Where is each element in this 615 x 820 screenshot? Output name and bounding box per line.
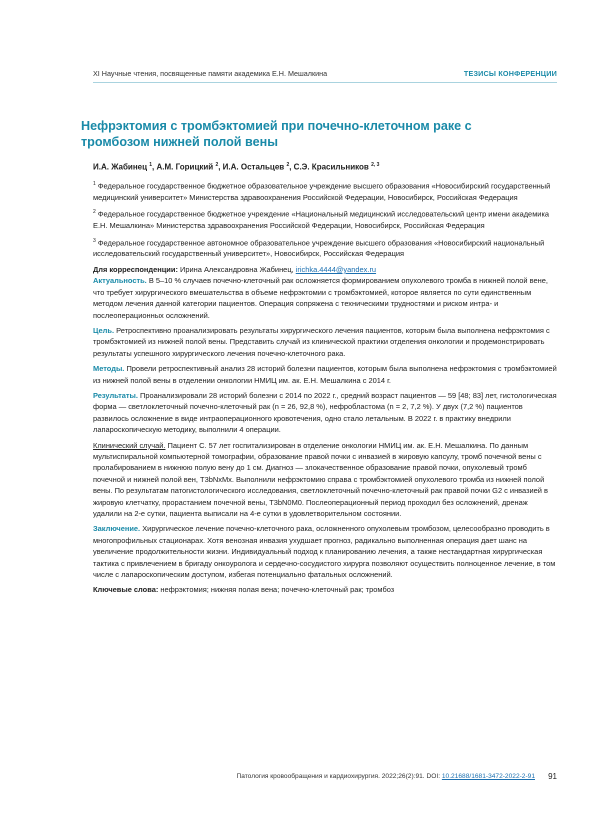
- affiliation-text: Федеральное государственное бюджетное образовательное учреждение высшего образования «Новосибирский государственный медицинский университет» Министерства здравоохранения Российской Федерации, Новосибирск, Российская Федерация: [93, 181, 551, 202]
- results-text: Проанализировали 28 историй болезни с 2014 по 2022 г., средний возраст пациентов — 59 [48; 83] лет, гистологическая форма — светлоклеточный почечно-клеточный рак (n = 26, 92,8 %), нефробластома (n = 2, 7,2 %). У двух (7,2 %) пациентов развилось осложнение в виде интраоперационного кровотечения, одно стало летальным. В 2022 г. в практику внедрили лапароскопическую методику, выполнили 4 операции.: [93, 390, 557, 435]
- affiliation-number: 1: [93, 181, 96, 187]
- author-name: С.Э. Красильников: [293, 162, 369, 172]
- author-list: И.А. Жабинец $^1$, А.М. Горицкий $^2$, И.А. Остальцев $^2$, С.Э. Красильников $^{2, 3}$: [93, 162, 380, 172]
- keywords-paragraph: [93, 584, 557, 595]
- conclusion-label: Заключение.: [93, 524, 141, 534]
- affiliation-number: 2: [93, 209, 96, 216]
- correspondence: [93, 264, 557, 275]
- journal-name: Патология кровообращения и кардиохирургия. 2022;26(2):91. DOI:: [236, 773, 441, 780]
- running-header: [93, 69, 557, 81]
- aim-paragraph: [93, 325, 557, 359]
- affiliation: [93, 236, 557, 260]
- correspondence-label: Для корреспонденции:: [93, 264, 178, 274]
- author-name: А.М. Горицкий: [156, 162, 214, 172]
- conference-name: XI Научные чтения, посвященные памяти академика Е.Н. Мешалкина: [93, 69, 328, 78]
- relevance-paragraph: [93, 275, 557, 321]
- article-body: [93, 179, 557, 596]
- affiliation-text: Федеральное государственное бюджетное учреждение «Национальный медицинский исследовательский центр имени академика Е.Н. Мешалкина» Министерства здравоохранения Российской Федерации, Новосибирск, Российская Федерация: [93, 209, 550, 231]
- keywords-label: Ключевые слова:: [93, 585, 159, 595]
- methods-label: Методы.: [93, 364, 125, 374]
- conclusion-paragraph: [93, 523, 557, 580]
- author-name: И.А. Остальцев: [222, 162, 285, 172]
- affiliation-number: 3: [93, 237, 96, 244]
- doi-link[interactable]: 10.21688/1681-3472-2022-2-91: [441, 773, 535, 780]
- conclusion-text: Хирургическое лечение почечно-клеточного рака, осложненного опухолевым тромбозом, целесообразно проводить в многопрофильных стационарах. Хотя венозная инвазия ухудшает прогноз, радикально выполненная операция дает шанс на увеличение продолжительности жизни. Индивидуальный подход к планированию лечения, а также нестандартная хирургическая тактика с привлечением в бригаду онкоуролога и сердечно-сосудистого хирурга позволяют осуществить полноценное лечение, в том числе с лапароскопическим доступом, избегая потенциально фатальных осложнений.: [93, 524, 556, 580]
- affiliation: [93, 179, 557, 203]
- author-affiliation-ref: 1: [149, 162, 153, 168]
- relevance-text: В 5–10 % случаев почечно-клеточный рак осложняется формированием опухолевого тромба в нижней полой вене, что требует хирургического вмешательства в объеме нефрэктомии с тромбэктомией, которое является по сути единственным методом лечения данной категории пациентов. Операция сопряжена с техническими трудностями и риском интра- и послеоперационных осложнений.: [93, 276, 548, 320]
- page-footer: [93, 772, 557, 784]
- author-affiliation-ref: 2, 3: [371, 162, 380, 168]
- keywords-text: нефрэктомия; нижняя полая вена; почечно-клеточный рак; тромбоз: [160, 585, 395, 595]
- section-label: ТЕЗИСЫ КОНФЕРЕНЦИИ: [463, 69, 557, 78]
- correspondence-email-link[interactable]: irichka.4444@yandex.ru: [295, 264, 377, 274]
- author-affiliation-ref: 2: [215, 162, 219, 168]
- results-label: Результаты.: [93, 390, 138, 400]
- case-label: Клинический случай.: [93, 440, 166, 450]
- aim-text: Ретроспективно проанализировать результаты хирургического лечения пациентов, которым была выполнена нефрэктомия с тромбэктомией из нижней полой вены. Представить случай из клинической практики отделения онкологии и продемонстрировать результаты успешного хирургического лечения почечно-клеточного рака.: [93, 325, 550, 358]
- relevance-label: Актуальность.: [93, 276, 147, 286]
- author-affiliation-ref: 2: [286, 162, 290, 168]
- case-paragraph: [93, 440, 557, 520]
- header-divider: [93, 82, 557, 83]
- author-name: И.А. Жабинец: [93, 162, 148, 172]
- correspondence-name: Ирина Александровна Жабинец,: [180, 264, 294, 274]
- case-text: Пациент С. 57 лет госпитализирован в отделение онкологии НМИЦ им. ак. Е.Н. Мешалкина. По данным мультиспиральной компьютерной томографии, образование правой почки с инвазией в жировую капсулу, тромб почечной вены с пролабированием в нижнюю полую вену до 1 см. Диагноз — злокачественное образование правой почки, опухолевый тромб почечной и нижней полой вен, T3bNxMx. Выполнили нефрэктомию справа с тромбэктомией опухолевого тромба из нижней полой вены. По результатам патогистологического исследования, светлоклеточный почечно-клеточный рак правой почки G2 с инвазией в жировую клетчатку, прорастанием почечной вены, T3bN0M0. Послеоперационный период проходил без осложнений, дренаж удалили на 2-е сутки, пациента выписали на 4-е сутки в удовлетворительном состоянии.: [93, 440, 548, 519]
- page-number: 91: [548, 772, 557, 781]
- aim-label: Цель.: [93, 325, 115, 335]
- methods-text: Провели ретроспективный анализ 28 историй болезни пациентов, которым была выполнена нефрэктомия с тромбэктомией из нижней полой вены в отделении онкологии НМИЦ им. ак. Е.Н. Мешалкина с 2014 г.: [93, 364, 557, 385]
- results-paragraph: [93, 390, 557, 436]
- methods-paragraph: [93, 363, 557, 386]
- affiliation-text: Федеральное государственное автономное образовательное учреждение высшего образования «Новосибирский национальный исследовательский государственный университет», Новосибирск, Российская Федерация: [93, 238, 545, 259]
- journal-citation: [236, 773, 535, 780]
- article-title: Нефрэктомия с тромбэктомией при почечно-клеточном раке с тромбозом нижней полой вены: [81, 119, 472, 149]
- affiliation: [93, 207, 557, 231]
